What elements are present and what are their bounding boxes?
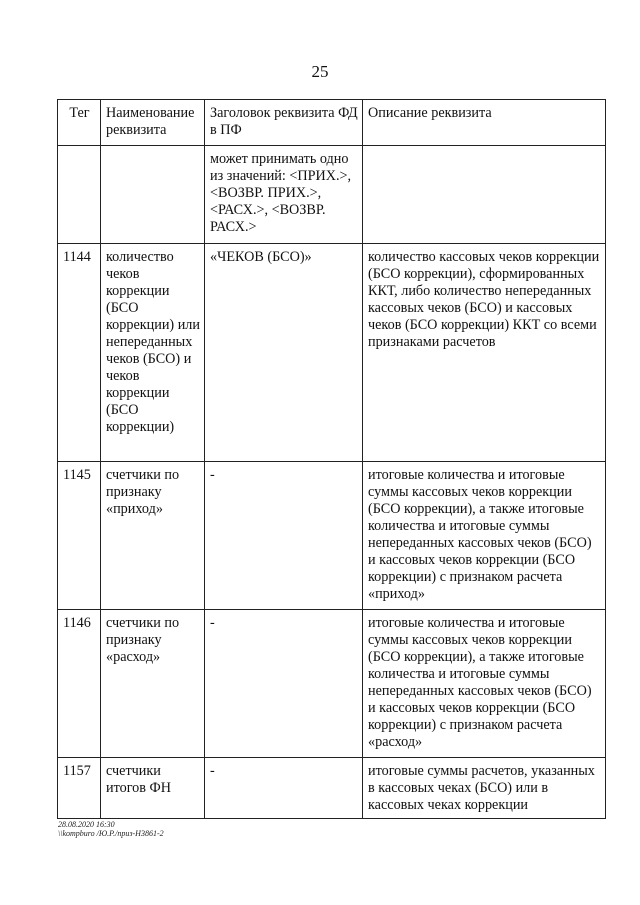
table-row (58, 244, 606, 462)
document-footer (58, 820, 164, 838)
page-number: 25 (311, 62, 329, 81)
cell-name (101, 146, 205, 244)
cell-description: итоговые количества и итоговые суммы кассовых чеков коррекции (БСО коррекции), а также итоговые количества и итоговые суммы непереданных кассовых чеков (БСО) и кассовых чеков коррекции (БСО коррекции) с признаком расчета «расход» (363, 610, 606, 758)
header-tag: Тег (58, 100, 101, 146)
cell-name: счетчики итогов ФН (101, 758, 205, 819)
cell-title: - (205, 610, 363, 758)
cell-name: счетчики по признаку «приход» (101, 462, 205, 610)
cell-title: «ЧЕКОВ (БСО)» (205, 244, 363, 462)
cell-description: количество кассовых чеков коррекции (БСО коррекции), сформированных ККТ, либо количество непереданных кассовых чеков (БСО) и кассовых чеков (БСО коррекции) ККТ со всеми признаками расчетов (363, 244, 606, 462)
table-row (58, 610, 606, 758)
header-title: Заголовок реквизита ФД в ПФ (205, 100, 363, 146)
cell-tag: 1145 (58, 462, 101, 610)
header-description: Описание реквизита (363, 100, 606, 146)
cell-tag: 1144 (58, 244, 101, 462)
table-header-row (58, 100, 606, 146)
cell-title: - (205, 758, 363, 819)
cell-description: итоговые суммы расчетов, указанных в кассовых чеках (БСО) или в кассовых чеках коррекции (363, 758, 606, 819)
cell-name: счетчики по признаку «расход» (101, 610, 205, 758)
table-row (58, 462, 606, 610)
requisites-table (57, 99, 606, 819)
cell-tag (58, 146, 101, 244)
table-row (58, 146, 606, 244)
cell-tag: 1146 (58, 610, 101, 758)
cell-description (363, 146, 606, 244)
cell-description: итоговые количества и итоговые суммы кассовых чеков коррекции (БСО коррекции), а также итоговые количества и итоговые суммы непереданных кассовых чеков (БСО) и кассовых чеков коррекции (БСО коррекции) с признаком расчета «приход» (363, 462, 606, 610)
cell-title: может принимать одно из значений: <ПРИХ.>, <ВОЗВР. ПРИХ.>, <РАСХ.>, <ВОЗВР. РАСХ.> (205, 146, 363, 244)
cell-name: количество чеков коррекции (БСО коррекции) или непереданных чеков (БСО) и чеков коррекции (БСО коррекции) (101, 244, 205, 462)
header-name: Наименование реквизита (101, 100, 205, 146)
cell-title: - (205, 462, 363, 610)
footer-timestamp: 28.08.2020 16:30 (58, 820, 115, 829)
cell-tag: 1157 (58, 758, 101, 819)
table-row (58, 758, 606, 819)
footer-file-path: \\kompburo /Ю.Р./приз-Н3861-2 (58, 829, 164, 838)
